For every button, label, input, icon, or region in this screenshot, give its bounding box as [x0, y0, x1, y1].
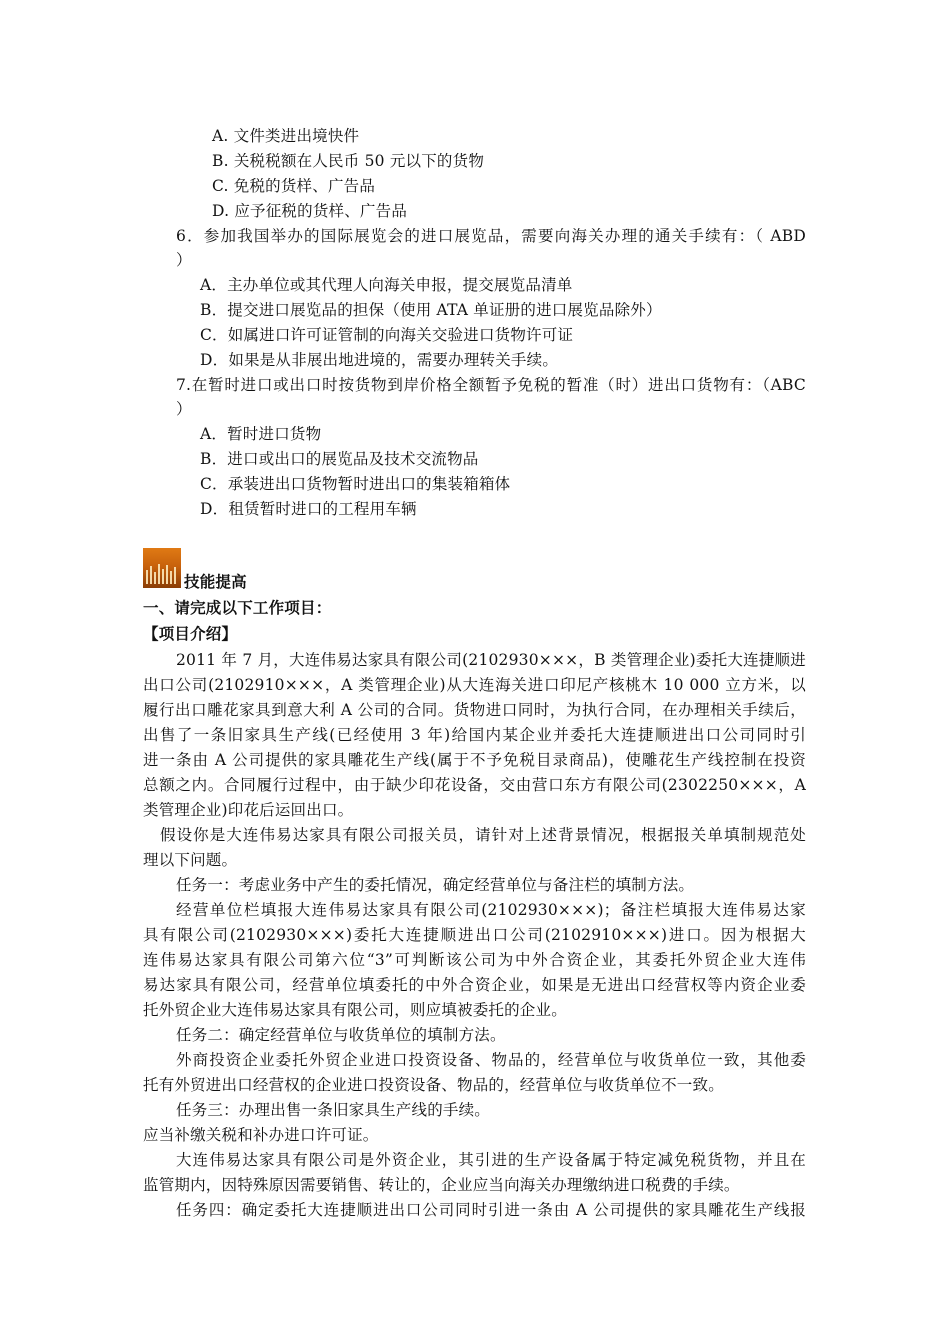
q5-option-b: B. 关税税额在人民币 50 元以下的货物 — [212, 152, 485, 170]
body-line: 出口公司(2102910×××，A 类管理企业)从大连海关进口印尼产核桃木 10 000 立方米，以 — [143, 676, 806, 694]
task-two-title: 任务二：确定经营单位与收货单位的填制方法。 — [176, 1026, 506, 1044]
body-line: 外商投资企业委托外贸企业进口投资设备、物品的，经营单位与收货单位一致，其他委 — [176, 1051, 806, 1069]
body-line: 连伟易达家具有限公司第六位“3”可判断该公司为中外合资企业，其委托外贸企业大连伟 — [143, 951, 806, 969]
q7-option-c: C．承装进出口货物暂时进出口的集装箱箱体 — [200, 475, 511, 493]
task-three-title: 任务三：办理出售一条旧家具生产线的手续。 — [176, 1101, 491, 1119]
q6-option-c: C．如属进口许可证管制的向海关交验进口货物许可证 — [200, 326, 574, 344]
q6-stem: 6．参加我国举办的国际展览会的进口展览品，需要向海关办理的通关手续有：（ ABD — [176, 227, 806, 245]
body-line: 2011 年 7 月，大连伟易达家具有限公司(2102930×××，B 类管理企业)委托大连捷顺进 — [176, 651, 806, 669]
body-line: 履行出口雕花家具到意大利 A 公司的合同。货物进口同时，为执行合同，在办理相关手续后， — [143, 701, 806, 719]
body-line: 大连伟易达家具有限公司是外资企业，其引进的生产设备属于特定减免税货物，并且在 — [176, 1151, 806, 1169]
q7-option-d: D．租赁暂时进口的工程用车辆 — [200, 500, 417, 518]
body-line: 类管理企业)印花后运回出口。 — [143, 801, 354, 819]
project-intro-label: 【项目介绍】 — [143, 625, 238, 643]
body-line: 易达家具有限公司，经营单位填委托的中外合资企业，如果是无进出口经营权等内资企业委 — [143, 976, 806, 994]
q6-option-d: D．如果是从非展出地进境的，需要办理转关手续。 — [200, 351, 559, 369]
body-line: 托外贸企业大连伟易达家具有限公司，则应填被委托的企业。 — [143, 1001, 567, 1019]
body-line: 假设你是大连伟易达家具有限公司报关员，请针对上述背景情况，根据报关单填制规范处 — [160, 826, 806, 844]
body-line: 应当补缴关税和补办进口许可证。 — [143, 1126, 379, 1144]
body-line: 理以下问题。 — [143, 851, 238, 869]
q5-option-a: A. 文件类进出境快件 — [212, 127, 360, 145]
body-line: 经营单位栏填报大连伟易达家具有限公司(2102930×××)；备注栏填报大连伟易达家 — [176, 901, 806, 919]
q7-option-b: B．进口或出口的展览品及技术交流物品 — [200, 450, 479, 468]
body-line: 进一条由 A 公司提供的家具雕花生产线(属于不予免税目录商品)，使雕花生产线控制在投资 — [143, 751, 806, 769]
body-line: 出售了一条旧家具生产线(已经使用 3 年)给国内某企业并委托大连捷顺进出口公司同时引 — [143, 726, 806, 744]
section-thumbnail-image — [143, 548, 181, 588]
q6-stem-end: ） — [176, 251, 192, 269]
q5-option-c: C. 免税的货样、广告品 — [212, 177, 376, 195]
section-title: 技能提高 — [184, 573, 247, 591]
body-line: 监管期内，因特殊原因需要销售、转让的，企业应当向海关办理缴纳进口税费的手续。 — [143, 1176, 740, 1194]
q6-option-a: A．主办单位或其代理人向海关申报，提交展览品清单 — [200, 276, 573, 294]
section-heading: 一、请完成以下工作项目： — [143, 599, 332, 617]
task-one-title: 任务一：考虑业务中产生的委托情况，确定经营单位与备注栏的填制方法。 — [176, 876, 695, 894]
task-four-title: 任务四：确定委托大连捷顺进出口公司同时引进一条由 A 公司提供的家具雕花生产线报 — [176, 1201, 806, 1219]
q7-stem-end: ） — [176, 400, 192, 418]
q7-option-a: A．暂时进口货物 — [200, 425, 322, 443]
q7-stem: 7.在暂时进口或出口时按货物到岸价格全额暂予免税的暂准（时）进出口货物有：（ABC — [176, 376, 806, 394]
q6-option-b: B．提交进口展览品的担保（使用 ATA 单证册的进口展览品除外） — [200, 301, 662, 319]
body-line: 总额之内。合同履行过程中，由于缺少印花设备，交由营口东方有限公司(2302250×××，A — [143, 776, 806, 794]
body-line: 具有限公司(2102930×××)委托大连捷顺进出口公司(2102910×××)进口。因为根据大 — [143, 926, 806, 944]
body-line: 托有外贸进出口经营权的企业进口投资设备、物品的，经营单位与收货单位不一致。 — [143, 1076, 724, 1094]
q5-option-d: D. 应予征税的货样、广告品 — [212, 202, 408, 220]
